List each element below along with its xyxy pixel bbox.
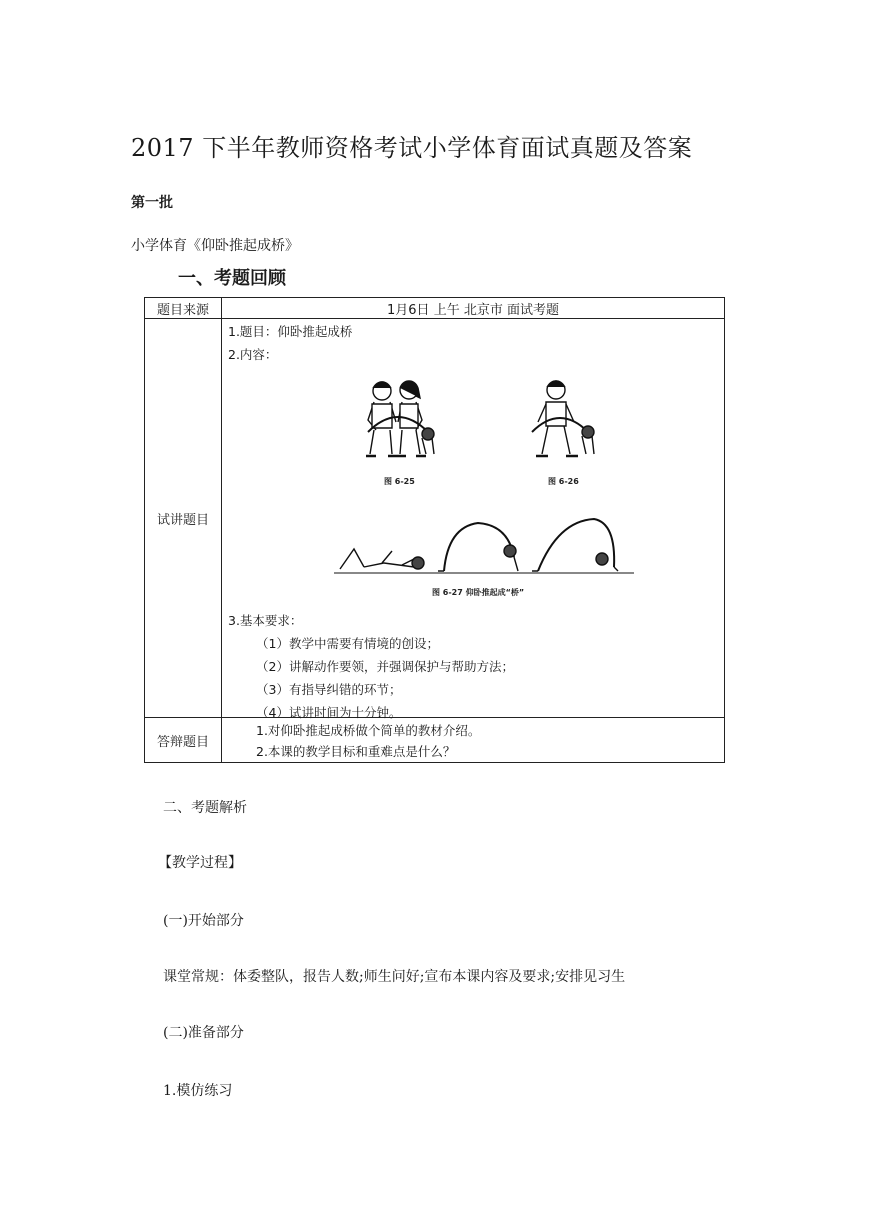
analysis-heading: 二、考题解析	[163, 800, 247, 816]
content-label: 2.内容：	[228, 347, 278, 362]
figure-6-26-illustration	[518, 374, 604, 486]
review-heading: 一、考题回顾	[178, 268, 286, 289]
item1-heading: 1.模仿练习	[163, 1083, 233, 1099]
source-row	[145, 298, 725, 319]
defense-question: 2.本课的教学目标和重难点是什么？	[256, 744, 456, 759]
source-label: 题目来源	[145, 298, 222, 319]
trial-row	[145, 319, 725, 718]
defense-content	[222, 718, 725, 763]
document-title: 2017 下半年教师资格考试小学体育面试真题及答案	[131, 134, 693, 162]
requirement-item: （4）试讲时间为十分钟。	[256, 705, 402, 720]
figure-6-25-caption: 图 6-25	[384, 477, 415, 486]
defense-question: 1.对仰卧推起成桥做个简单的教材介绍。	[256, 723, 481, 738]
subject-line: 小学体育《仰卧推起成桥》	[131, 238, 299, 254]
requirements-label: 3.基本要求：	[228, 613, 303, 628]
process-heading: 【教学过程】	[158, 855, 242, 871]
requirement-item: （2）讲解动作要领，并强调保护与帮助方法；	[256, 659, 514, 674]
part2-heading: (二)准备部分	[163, 1025, 244, 1041]
figure-6-27-caption: 图 6-27 仰卧推起成“桥”	[432, 588, 525, 597]
figure-6-27-illustration	[332, 511, 636, 585]
figure-6-25-illustration	[352, 374, 452, 486]
routine-text: 课堂常规：体委整队，报告人数;师生问好;宣布本课内容及要求;安排见习生	[163, 969, 626, 985]
defense-row	[145, 718, 725, 763]
requirement-item: （3）有指导纠错的环节；	[256, 682, 402, 697]
defense-label: 答辩题目	[145, 718, 222, 763]
requirement-item: （1）教学中需要有情境的创设；	[256, 636, 439, 651]
part1-heading: (一)开始部分	[163, 913, 244, 929]
trial-content	[222, 319, 725, 718]
figure-6-26-caption: 图 6-26	[548, 477, 579, 486]
topic-line: 1.题目：仰卧推起成桥	[228, 324, 353, 339]
source-value: 1月6日 上午 北京市 面试考题	[222, 298, 725, 319]
batch-heading: 第一批	[131, 195, 173, 211]
exam-table	[144, 297, 725, 763]
trial-label: 试讲题目	[145, 319, 222, 718]
